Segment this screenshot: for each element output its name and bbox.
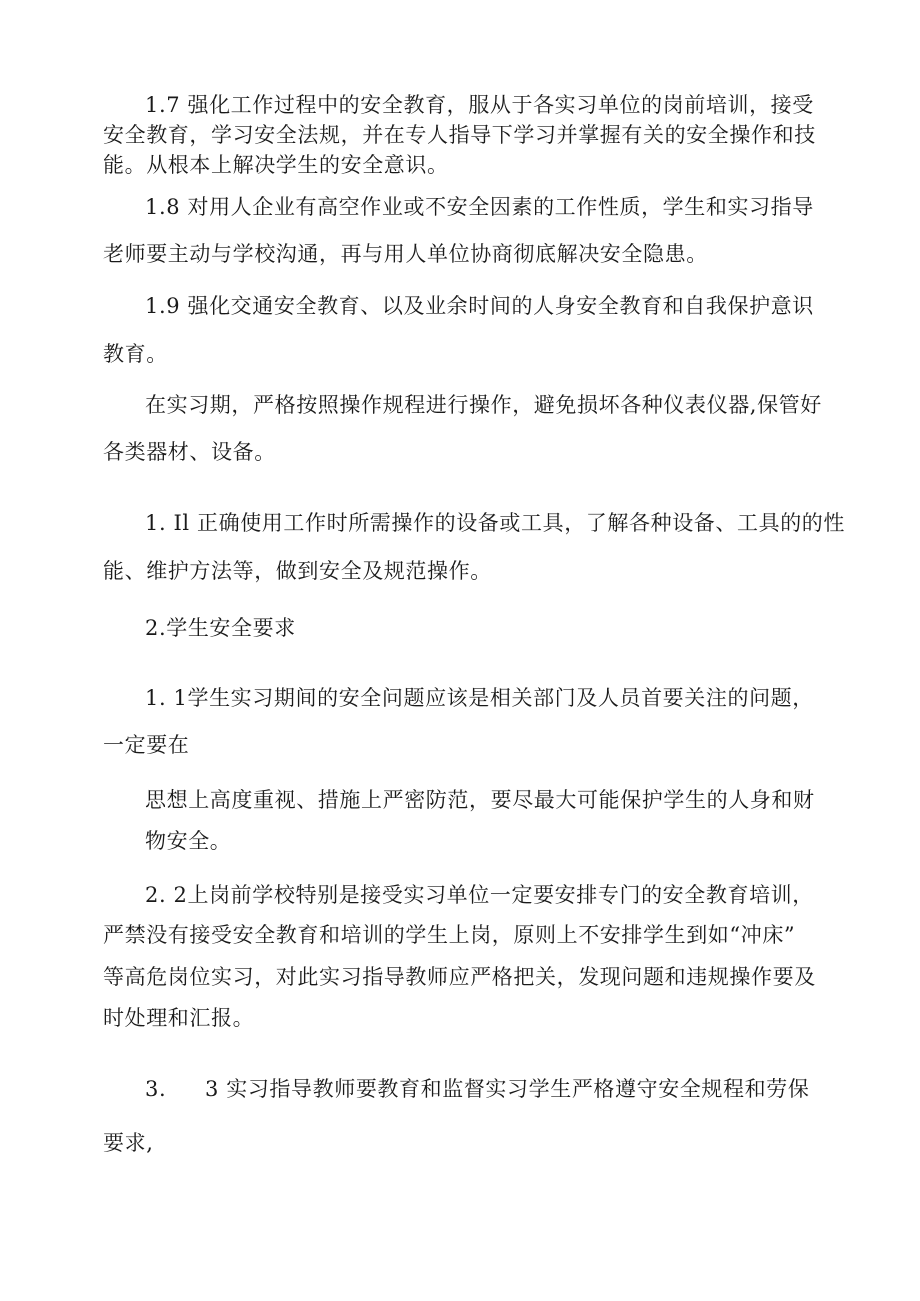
paragraph-1-8-line-2: 老师要主动与学校沟通，再与用人单位协商彻底解决安全隐患。 <box>103 242 708 266</box>
paragraph-1-7-line-1: 1.7 强化工作过程中的安全教育，服从于各实习单位的岗前培训，接受 <box>145 93 814 117</box>
paragraph-2-2-line-2: 严禁没有接受安全教育和培训的学生上岗，原则上不安排学生到如“冲床” <box>103 923 796 947</box>
paragraph-2-1-line-4: 物安全。 <box>145 829 232 853</box>
paragraph-2-1-line-2: 一定要在 <box>103 733 190 757</box>
paragraph-2-3-line-2: 要求, <box>103 1131 154 1155</box>
paragraph-practice-line-2: 各类器材、设备。 <box>103 440 276 464</box>
paragraph-2-2-line-1: 2. 2上岗前学校特别是接受实习单位一定要安排专门的安全教育培训， <box>145 883 814 907</box>
paragraph-2-2-line-4: 时处理和汇报。 <box>103 1006 255 1030</box>
paragraph-2-3-line-1: 3 实习指导教师要教育和监督实习学生严格遵守安全规程和劳保 <box>205 1077 810 1101</box>
paragraph-1-7-line-3: 能。从根本上解决学生的安全意识。 <box>103 153 449 177</box>
section-heading-student-safety: 2.学生安全要求 <box>145 616 296 640</box>
paragraph-1-9-line-2: 教育。 <box>103 342 168 366</box>
paragraph-1-8-line-1: 1.8 对用人企业有高空作业或不安全因素的工作性质，学生和实习指导 <box>145 195 814 219</box>
paragraph-2-1-line-3: 思想上高度重视、措施上严密防范，要尽最大可能保护学生的人身和财 <box>145 788 815 812</box>
paragraph-2-2-line-3: 等高危岗位实习，对此实习指导教师应严格把关，发现问题和违规操作要及 <box>103 965 816 989</box>
paragraph-1-9-line-1: 1.9 强化交通安全教育、以及业余时间的人身安全教育和自我保护意识 <box>145 294 814 318</box>
paragraph-1-11-line-1: 1. Il 正确使用工作时所需操作的设备或工具，了解各种设备、工具的的性 <box>145 511 845 535</box>
paragraph-2-3-number: 3. <box>145 1077 167 1101</box>
paragraph-1-7-line-2: 安全教育，学习安全法规，并在专人指导下学习并掌握有关的安全操作和技 <box>103 123 816 147</box>
paragraph-2-1-line-1: 1. 1学生实习期间的安全问题应该是相关部门及人员首要关注的问题， <box>145 686 814 710</box>
paragraph-1-11-line-2: 能、维护方法等，做到安全及规范操作。 <box>103 559 492 583</box>
paragraph-practice-line-1: 在实习期，严格按照操作规程进行操作，避免损坏各种仪表仪器,保管好 <box>145 393 822 417</box>
